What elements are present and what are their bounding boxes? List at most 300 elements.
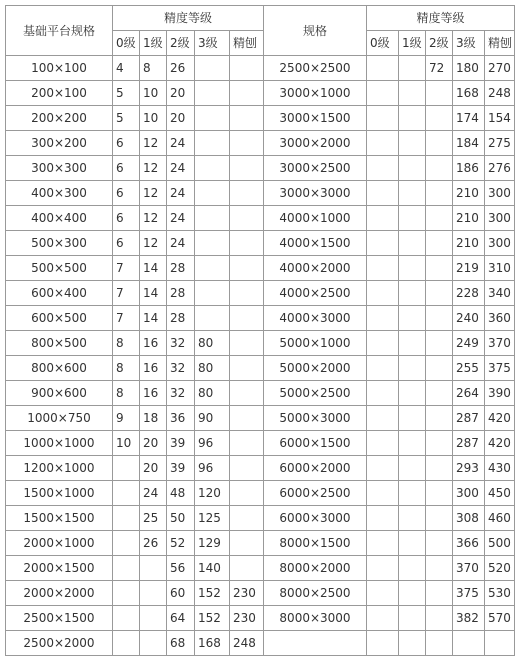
value-cell-right-g0 [367, 456, 399, 481]
value-cell-right-g1 [399, 206, 426, 231]
value-cell-left-jb [230, 131, 264, 156]
value-cell-right-g3: 255 [453, 356, 485, 381]
table-row [6, 531, 515, 556]
value-cell-right-g2 [426, 431, 453, 456]
value-cell-left-jb: 230 [230, 581, 264, 606]
table-row [6, 81, 515, 106]
value-cell-right-g1 [399, 356, 426, 381]
value-cell-left-g0: 8 [113, 356, 140, 381]
value-cell-left-jb [230, 331, 264, 356]
grade-jb-right: 精刨 [485, 31, 515, 56]
spec-label-left: 基础平台规格 [6, 6, 113, 56]
value-cell-right-g2 [426, 481, 453, 506]
size-cell-right: 3000×2500 [264, 156, 367, 181]
value-cell-left-g2: 32 [167, 381, 195, 406]
value-cell-right-g1 [399, 431, 426, 456]
value-cell-left-g2: 28 [167, 256, 195, 281]
value-cell-right-g3: 210 [453, 206, 485, 231]
value-cell-left-g1: 14 [140, 256, 167, 281]
value-cell-left-g2: 52 [167, 531, 195, 556]
value-cell-right-jb: 276 [485, 156, 515, 181]
value-cell-left-g3: 80 [195, 331, 230, 356]
grade-1-right: 1级 [399, 31, 426, 56]
value-cell-right-g0 [367, 306, 399, 331]
value-cell-left-g0: 7 [113, 306, 140, 331]
value-cell-left-jb [230, 431, 264, 456]
value-cell-left-g0: 7 [113, 281, 140, 306]
size-cell-right: 6000×2000 [264, 456, 367, 481]
value-cell-right-jb: 460 [485, 506, 515, 531]
value-cell-right-jb: 530 [485, 581, 515, 606]
value-cell-left-g0: 7 [113, 256, 140, 281]
value-cell-right-jb: 500 [485, 531, 515, 556]
value-cell-right-jb: 570 [485, 606, 515, 631]
value-cell-left-jb [230, 456, 264, 481]
table-row [6, 406, 515, 431]
value-cell-right-jb: 275 [485, 131, 515, 156]
value-cell-right-g1 [399, 456, 426, 481]
value-cell-right-g0 [367, 131, 399, 156]
value-cell-left-g3 [195, 306, 230, 331]
value-cell-right-g3: 174 [453, 106, 485, 131]
value-cell-right-jb: 300 [485, 206, 515, 231]
value-cell-right-g0 [367, 381, 399, 406]
value-cell-right-g3: 180 [453, 56, 485, 81]
value-cell-right-g0 [367, 631, 399, 656]
value-cell-left-g0: 8 [113, 381, 140, 406]
value-cell-right-g2 [426, 406, 453, 431]
value-cell-left-g3: 152 [195, 606, 230, 631]
size-cell-left: 900×600 [6, 381, 113, 406]
value-cell-right-g0 [367, 431, 399, 456]
value-cell-left-g2: 32 [167, 331, 195, 356]
value-cell-left-g1: 12 [140, 156, 167, 181]
value-cell-left-jb [230, 181, 264, 206]
value-cell-left-g0 [113, 531, 140, 556]
value-cell-right-jb: 154 [485, 106, 515, 131]
value-cell-left-g2: 24 [167, 156, 195, 181]
value-cell-right-g2 [426, 531, 453, 556]
value-cell-left-g2: 20 [167, 106, 195, 131]
value-cell-left-g0: 6 [113, 181, 140, 206]
value-cell-left-g3: 96 [195, 431, 230, 456]
value-cell-left-g3: 129 [195, 531, 230, 556]
size-cell-right: 3000×1000 [264, 81, 367, 106]
value-cell-right-g0 [367, 231, 399, 256]
value-cell-left-jb [230, 531, 264, 556]
value-cell-right-g3: 228 [453, 281, 485, 306]
size-cell-right [264, 631, 367, 656]
value-cell-right-jb: 420 [485, 431, 515, 456]
value-cell-left-g2: 26 [167, 56, 195, 81]
value-cell-right-jb [485, 631, 515, 656]
grade-group-left: 精度等级 [113, 6, 264, 31]
value-cell-right-g2 [426, 231, 453, 256]
size-cell-right: 4000×2000 [264, 256, 367, 281]
value-cell-right-g2: 72 [426, 56, 453, 81]
value-cell-right-g1 [399, 531, 426, 556]
size-cell-right: 3000×2000 [264, 131, 367, 156]
grade-1-left: 1级 [140, 31, 167, 56]
value-cell-right-g1 [399, 231, 426, 256]
table-row [6, 206, 515, 231]
table-row [6, 306, 515, 331]
value-cell-left-g1: 12 [140, 131, 167, 156]
value-cell-left-g1: 10 [140, 81, 167, 106]
value-cell-left-g0: 6 [113, 156, 140, 181]
table-row [6, 556, 515, 581]
value-cell-right-g1 [399, 481, 426, 506]
value-cell-left-jb [230, 381, 264, 406]
size-cell-right: 4000×2500 [264, 281, 367, 306]
size-cell-right: 5000×1000 [264, 331, 367, 356]
size-cell-left: 300×300 [6, 156, 113, 181]
value-cell-left-g0: 9 [113, 406, 140, 431]
size-cell-right: 5000×3000 [264, 406, 367, 431]
value-cell-left-g1: 16 [140, 331, 167, 356]
value-cell-right-g1 [399, 281, 426, 306]
size-cell-right: 3000×3000 [264, 181, 367, 206]
value-cell-left-g2: 36 [167, 406, 195, 431]
value-cell-left-g1: 12 [140, 231, 167, 256]
value-cell-left-g3: 125 [195, 506, 230, 531]
grade-group-right: 精度等级 [367, 6, 515, 31]
value-cell-left-g0 [113, 506, 140, 531]
size-cell-left: 400×300 [6, 181, 113, 206]
value-cell-right-jb: 520 [485, 556, 515, 581]
value-cell-left-jb [230, 281, 264, 306]
size-cell-left: 1000×750 [6, 406, 113, 431]
size-cell-left: 500×500 [6, 256, 113, 281]
value-cell-left-g0: 10 [113, 431, 140, 456]
value-cell-left-g1 [140, 631, 167, 656]
value-cell-right-g3: 382 [453, 606, 485, 631]
value-cell-right-g3: 300 [453, 481, 485, 506]
grade-0-right: 0级 [367, 31, 399, 56]
value-cell-right-jb: 370 [485, 331, 515, 356]
size-cell-left: 500×300 [6, 231, 113, 256]
value-cell-left-jb [230, 106, 264, 131]
value-cell-right-jb: 300 [485, 181, 515, 206]
value-cell-left-g2: 39 [167, 431, 195, 456]
value-cell-right-g2 [426, 206, 453, 231]
value-cell-left-g2: 28 [167, 306, 195, 331]
value-cell-left-g0: 8 [113, 331, 140, 356]
value-cell-left-g2: 24 [167, 231, 195, 256]
table-row [6, 456, 515, 481]
value-cell-right-g3: 375 [453, 581, 485, 606]
value-cell-left-g0: 4 [113, 56, 140, 81]
value-cell-right-g0 [367, 606, 399, 631]
value-cell-right-g2 [426, 256, 453, 281]
value-cell-right-jb: 375 [485, 356, 515, 381]
value-cell-right-g3: 184 [453, 131, 485, 156]
value-cell-left-g3: 120 [195, 481, 230, 506]
value-cell-left-jb [230, 206, 264, 231]
value-cell-left-g3: 80 [195, 356, 230, 381]
value-cell-left-g1 [140, 581, 167, 606]
size-cell-left: 1200×1000 [6, 456, 113, 481]
size-cell-left: 400×400 [6, 206, 113, 231]
grade-2-right: 2级 [426, 31, 453, 56]
size-cell-right: 4000×1500 [264, 231, 367, 256]
size-cell-left: 2000×1000 [6, 531, 113, 556]
value-cell-left-g3 [195, 206, 230, 231]
value-cell-right-jb: 248 [485, 81, 515, 106]
value-cell-right-g0 [367, 281, 399, 306]
size-cell-left: 200×200 [6, 106, 113, 131]
size-cell-right: 6000×3000 [264, 506, 367, 531]
value-cell-left-jb [230, 256, 264, 281]
value-cell-right-g2 [426, 81, 453, 106]
value-cell-right-g1 [399, 256, 426, 281]
value-cell-right-g1 [399, 606, 426, 631]
value-cell-left-g3: 96 [195, 456, 230, 481]
value-cell-left-g3 [195, 131, 230, 156]
value-cell-left-g1: 8 [140, 56, 167, 81]
value-cell-left-g1: 18 [140, 406, 167, 431]
value-cell-right-g1 [399, 381, 426, 406]
value-cell-right-g0 [367, 331, 399, 356]
size-cell-right: 8000×2500 [264, 581, 367, 606]
value-cell-right-g1 [399, 581, 426, 606]
value-cell-right-g3: 240 [453, 306, 485, 331]
value-cell-right-g2 [426, 456, 453, 481]
table-row [6, 606, 515, 631]
size-cell-left: 1000×1000 [6, 431, 113, 456]
value-cell-right-g3: 186 [453, 156, 485, 181]
value-cell-left-jb: 248 [230, 631, 264, 656]
value-cell-left-g1: 12 [140, 206, 167, 231]
size-cell-left: 200×100 [6, 81, 113, 106]
value-cell-right-g0 [367, 206, 399, 231]
size-cell-left: 1500×1000 [6, 481, 113, 506]
value-cell-left-jb [230, 406, 264, 431]
value-cell-right-g2 [426, 131, 453, 156]
value-cell-right-g0 [367, 356, 399, 381]
table-row [6, 156, 515, 181]
value-cell-right-g3: 249 [453, 331, 485, 356]
value-cell-right-g3: 210 [453, 181, 485, 206]
value-cell-left-jb [230, 556, 264, 581]
value-cell-left-g1: 20 [140, 456, 167, 481]
value-cell-right-g1 [399, 631, 426, 656]
size-cell-left: 800×500 [6, 331, 113, 356]
value-cell-right-g2 [426, 106, 453, 131]
value-cell-right-jb: 310 [485, 256, 515, 281]
value-cell-right-g2 [426, 356, 453, 381]
size-cell-left: 1500×1500 [6, 506, 113, 531]
value-cell-left-jb [230, 231, 264, 256]
value-cell-left-g2: 24 [167, 181, 195, 206]
value-cell-right-g2 [426, 181, 453, 206]
size-cell-right: 5000×2500 [264, 381, 367, 406]
value-cell-left-jb [230, 306, 264, 331]
value-cell-right-g0 [367, 156, 399, 181]
value-cell-right-g2 [426, 631, 453, 656]
value-cell-right-g1 [399, 331, 426, 356]
value-cell-right-g3: 293 [453, 456, 485, 481]
grade-3-left: 3级 [195, 31, 230, 56]
value-cell-right-g2 [426, 606, 453, 631]
value-cell-right-g3: 210 [453, 231, 485, 256]
value-cell-right-g0 [367, 406, 399, 431]
value-cell-right-g1 [399, 306, 426, 331]
value-cell-right-g1 [399, 556, 426, 581]
value-cell-right-g3: 168 [453, 81, 485, 106]
value-cell-right-g0 [367, 581, 399, 606]
value-cell-right-jb: 270 [485, 56, 515, 81]
value-cell-left-g2: 48 [167, 481, 195, 506]
value-cell-right-jb: 360 [485, 306, 515, 331]
value-cell-left-g3 [195, 156, 230, 181]
value-cell-left-jb [230, 356, 264, 381]
value-cell-right-jb: 450 [485, 481, 515, 506]
value-cell-right-jb: 340 [485, 281, 515, 306]
value-cell-right-g1 [399, 131, 426, 156]
grade-jb-left: 精刨 [230, 31, 264, 56]
value-cell-right-g3: 308 [453, 506, 485, 531]
value-cell-left-g3 [195, 106, 230, 131]
value-cell-right-g0 [367, 556, 399, 581]
value-cell-left-g0: 6 [113, 231, 140, 256]
value-cell-left-g1: 20 [140, 431, 167, 456]
value-cell-left-g3 [195, 56, 230, 81]
value-cell-left-g0 [113, 456, 140, 481]
table-row [6, 331, 515, 356]
table-row [6, 581, 515, 606]
value-cell-left-g3: 152 [195, 581, 230, 606]
size-cell-left: 2000×2000 [6, 581, 113, 606]
value-cell-left-g2: 56 [167, 556, 195, 581]
size-cell-right: 4000×1000 [264, 206, 367, 231]
value-cell-right-g2 [426, 581, 453, 606]
value-cell-left-g2: 68 [167, 631, 195, 656]
value-cell-left-g2: 64 [167, 606, 195, 631]
table-row [6, 381, 515, 406]
value-cell-left-jb [230, 156, 264, 181]
value-cell-right-jb: 390 [485, 381, 515, 406]
value-cell-left-g3 [195, 256, 230, 281]
size-cell-right: 8000×3000 [264, 606, 367, 631]
value-cell-left-g2: 24 [167, 206, 195, 231]
value-cell-right-g0 [367, 531, 399, 556]
size-cell-left: 800×600 [6, 356, 113, 381]
platform-spec-table [5, 5, 515, 656]
value-cell-left-g1: 16 [140, 381, 167, 406]
value-cell-left-g0: 5 [113, 81, 140, 106]
size-cell-right: 2500×2500 [264, 56, 367, 81]
value-cell-left-g3: 90 [195, 406, 230, 431]
value-cell-left-g3: 168 [195, 631, 230, 656]
grade-2-left: 2级 [167, 31, 195, 56]
value-cell-right-g0 [367, 56, 399, 81]
value-cell-left-jb [230, 81, 264, 106]
value-cell-right-g2 [426, 281, 453, 306]
table-row [6, 506, 515, 531]
value-cell-right-g2 [426, 331, 453, 356]
value-cell-left-g2: 28 [167, 281, 195, 306]
value-cell-left-g0 [113, 631, 140, 656]
value-cell-right-jb: 300 [485, 231, 515, 256]
value-cell-right-g1 [399, 56, 426, 81]
value-cell-left-g2: 24 [167, 131, 195, 156]
value-cell-right-g3 [453, 631, 485, 656]
size-cell-left: 2500×1500 [6, 606, 113, 631]
value-cell-right-g1 [399, 181, 426, 206]
value-cell-left-g0 [113, 581, 140, 606]
size-cell-right: 3000×1500 [264, 106, 367, 131]
value-cell-right-g2 [426, 156, 453, 181]
table-row [6, 431, 515, 456]
value-cell-right-g0 [367, 81, 399, 106]
table-row [6, 281, 515, 306]
value-cell-left-g1: 16 [140, 356, 167, 381]
value-cell-left-g3 [195, 281, 230, 306]
value-cell-right-jb: 430 [485, 456, 515, 481]
value-cell-left-g1: 14 [140, 306, 167, 331]
value-cell-right-g0 [367, 506, 399, 531]
value-cell-left-g2: 60 [167, 581, 195, 606]
value-cell-left-g0 [113, 606, 140, 631]
value-cell-right-jb: 420 [485, 406, 515, 431]
value-cell-right-g1 [399, 81, 426, 106]
value-cell-right-g0 [367, 181, 399, 206]
value-cell-right-g1 [399, 156, 426, 181]
value-cell-right-g3: 287 [453, 406, 485, 431]
value-cell-right-g3: 287 [453, 431, 485, 456]
value-cell-left-jb: 230 [230, 606, 264, 631]
value-cell-left-g1: 26 [140, 531, 167, 556]
value-cell-left-g3: 80 [195, 381, 230, 406]
value-cell-right-g3: 219 [453, 256, 485, 281]
table-row [6, 181, 515, 206]
value-cell-right-g1 [399, 406, 426, 431]
value-cell-left-g2: 32 [167, 356, 195, 381]
value-cell-left-g1: 12 [140, 181, 167, 206]
grade-3-right: 3级 [453, 31, 485, 56]
value-cell-left-g1: 24 [140, 481, 167, 506]
value-cell-right-g2 [426, 506, 453, 531]
value-cell-left-g0: 5 [113, 106, 140, 131]
value-cell-right-g0 [367, 256, 399, 281]
size-cell-right: 5000×2000 [264, 356, 367, 381]
value-cell-left-g3 [195, 231, 230, 256]
table-row [6, 356, 515, 381]
size-cell-right: 8000×2000 [264, 556, 367, 581]
value-cell-right-g3: 366 [453, 531, 485, 556]
value-cell-left-g0: 6 [113, 206, 140, 231]
header-row-group [6, 6, 515, 31]
value-cell-left-jb [230, 56, 264, 81]
table-row [6, 256, 515, 281]
size-cell-right: 6000×2500 [264, 481, 367, 506]
value-cell-right-g3: 370 [453, 556, 485, 581]
value-cell-right-g2 [426, 556, 453, 581]
value-cell-left-jb [230, 506, 264, 531]
size-cell-left: 100×100 [6, 56, 113, 81]
value-cell-right-g1 [399, 106, 426, 131]
value-cell-left-g0: 6 [113, 131, 140, 156]
value-cell-left-g1: 10 [140, 106, 167, 131]
value-cell-right-g0 [367, 481, 399, 506]
table-row [6, 231, 515, 256]
value-cell-left-g1: 14 [140, 281, 167, 306]
size-cell-left: 2500×2000 [6, 631, 113, 656]
value-cell-left-g2: 20 [167, 81, 195, 106]
value-cell-left-g1: 25 [140, 506, 167, 531]
table-row [6, 131, 515, 156]
